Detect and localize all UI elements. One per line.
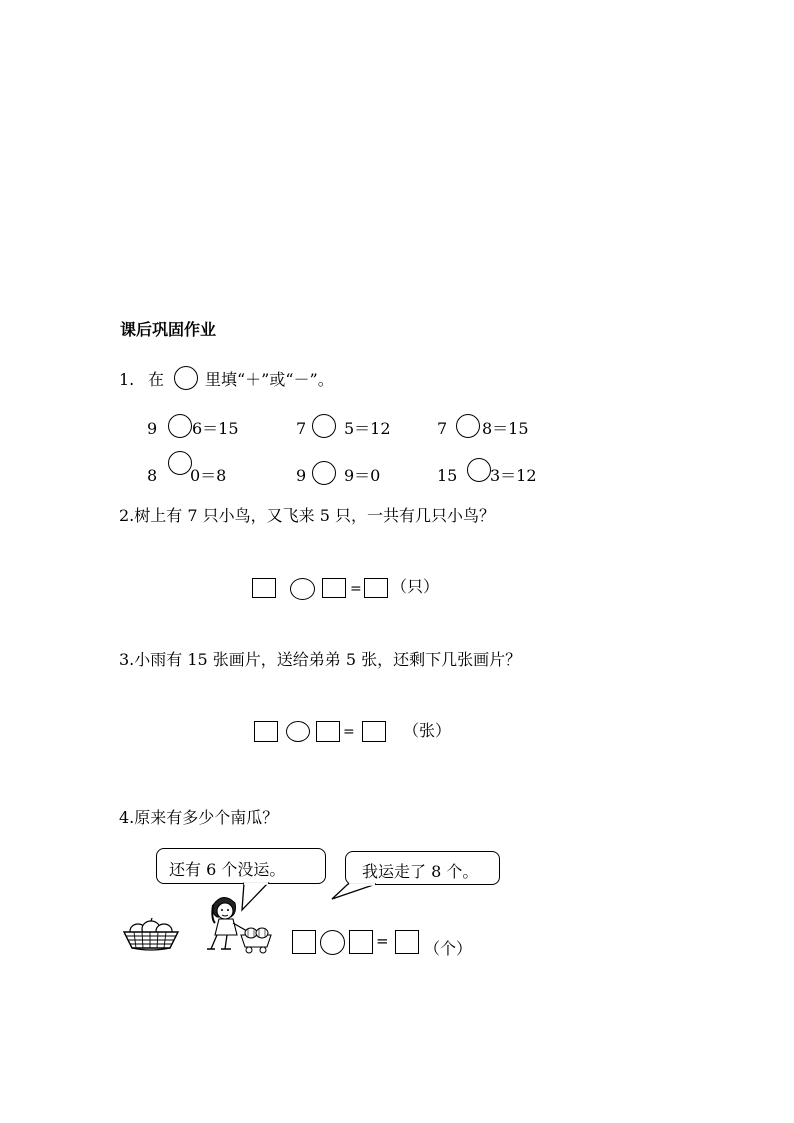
q1-example-circle — [174, 366, 198, 390]
q4-operator-circle[interactable] — [320, 930, 345, 955]
q3-operator-circle[interactable] — [286, 721, 310, 742]
q1-r2c3-operator-circle[interactable] — [467, 458, 491, 482]
q2-operator-circle[interactable] — [290, 578, 315, 600]
q3-answer-box-1[interactable] — [254, 721, 278, 742]
q4-answer-box-3[interactable] — [395, 930, 419, 954]
speech-bubble-left — [156, 848, 326, 884]
q1-prefix: 在 — [148, 370, 165, 389]
q1-r2c1-rest: 0＝8 — [190, 466, 227, 485]
q2-question: 2.树上有 7 只小鸟，又飞来 5 只，一共有几只小鸟？ — [119, 506, 495, 525]
q1-r1c1-a: 9 — [147, 419, 158, 438]
speech-bubble-left-text: 还有 6 个没运。 — [169, 860, 286, 879]
q1-r1c2-rest: 5＝12 — [344, 419, 391, 438]
q2-answer-box-2[interactable] — [322, 578, 346, 598]
q4-answer-box-1[interactable] — [292, 930, 316, 954]
q2-answer-box-1[interactable] — [252, 578, 276, 598]
q2-unit: （只） — [391, 577, 440, 596]
q1-r1c3-operator-circle[interactable] — [456, 414, 480, 438]
q1-r1c2-operator-circle[interactable] — [312, 414, 336, 438]
q1-r2c3-rest: 3＝12 — [490, 466, 537, 485]
q4-equals: = — [376, 932, 389, 950]
pumpkin-basket-icon — [120, 918, 182, 952]
q4-unit: （个） — [424, 939, 473, 958]
q1-number: 1. — [119, 370, 135, 389]
speech-bubble-right-text: 我运走了 8 个。 — [362, 862, 479, 881]
q1-r2c1-a: 8 — [147, 466, 158, 485]
q3-equals: = — [343, 724, 355, 740]
q4-question: 4.原来有多少个南瓜？ — [119, 808, 279, 827]
q1-r2c2-a: 9 — [296, 466, 307, 485]
q1-suffix: 里填“＋”或“－”。 — [205, 370, 334, 389]
q3-question: 3.小雨有 15 张画片，送给弟弟 5 张，还剩下几张画片？ — [119, 650, 522, 669]
q1-r1c2-a: 7 — [296, 419, 307, 438]
girl-with-cart-icon — [205, 893, 277, 955]
q1-r1c1-operator-circle[interactable] — [168, 414, 192, 438]
q2-answer-box-3[interactable] — [364, 578, 388, 598]
page-title: 课后巩固作业 — [120, 320, 217, 339]
q3-answer-box-3[interactable] — [362, 721, 386, 742]
q1-r2c3-a: 15 — [437, 466, 458, 485]
q1-r1c1-rest: 6＝15 — [192, 419, 239, 438]
q1-r1c3-rest: 8＝15 — [482, 419, 529, 438]
q3-answer-box-2[interactable] — [316, 721, 340, 742]
q1-r1c3-a: 7 — [437, 419, 448, 438]
q2-equals: = — [350, 581, 362, 597]
q3-unit: （张） — [403, 721, 452, 740]
q1-r2c1-operator-circle[interactable] — [168, 451, 192, 475]
speech-bubble-right-tail — [328, 878, 388, 902]
q1-r2c2-operator-circle[interactable] — [312, 461, 336, 485]
q1-r2c2-rest: 9＝0 — [344, 466, 381, 485]
q4-answer-box-2[interactable] — [349, 930, 373, 954]
